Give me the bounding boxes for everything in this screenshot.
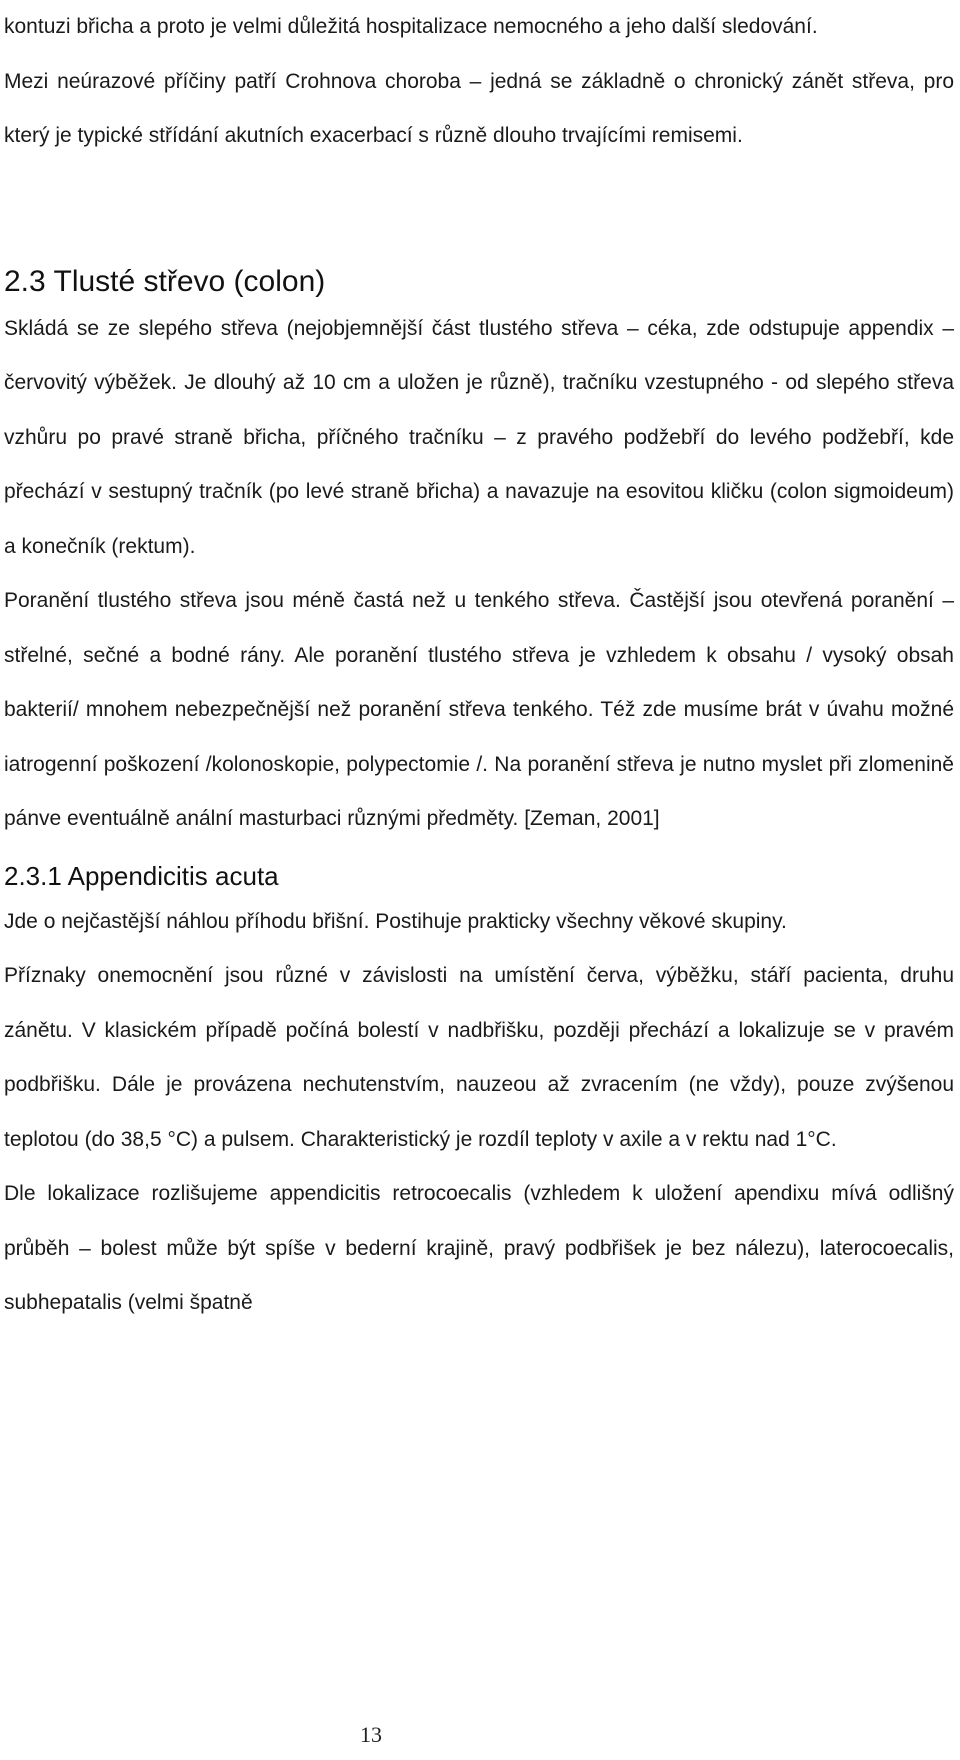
colon-paragraph-1: Skládá se ze slepého střeva (nejobjemnější část tlustého střeva – céka, zde odstupuje appendix – červovitý výběžek. Je dlouhý až 10 cm a uložen je různě), tračníku vzestupného - od slepého střeva vzhůru po pravé straně břicha, příčného tračníku – z pravého podžebří do levého podžebří, kde přechází v sestupný tračník (po levé straně břicha) a navazuje na esovitou kličku (colon sigmoideum) a konečník (rektum). (4, 316, 954, 558)
section-colon (4, 262, 954, 847)
section-appendicitis (4, 857, 954, 1331)
appendicitis-paragraph-3: Dle lokalizace rozlišujeme appendicitis retrocoecalis (vzhledem k uložení apendixu mívá odlišný průběh – bolest může být spíše v bederní krajině, pravý podbřišek je bez nálezu), laterocoecalis, subhepatalis (velmi špatně (4, 1182, 954, 1314)
page-number: 13 (360, 1722, 382, 1747)
intro-section (4, 0, 954, 164)
appendicitis-paragraph-2: Příznaky onemocnění jsou různé v závislosti na umístění červa, výběžku, stáří pacienta, druhu zánětu. V klasickém případě počíná bolestí v nadbřišku, později přechází a lokalizuje se v pravém podbřišku. Dále je provázena nechutenstvím, nauzeou až zvracením (ne vždy), pouze zvýšenou teplotou (do 38,5 °C) a pulsem. Charakteristický je rozdíl teploty v axile a v rektu nad 1°C. (4, 964, 954, 1151)
colon-paragraph-2: Poranění tlustého střeva jsou méně častá než u tenkého střeva. Častější jsou otevřená poranění – střelné, sečné a bodné rány. Ale poranění tlustého střeva je vzhledem k obsahu / vysoký obsah bakterií/ mnohem nebezpečnější než poranění střeva tenkého. Též zde musíme brát v úvahu možné iatrogenní poškození /kolonoskopie, polypectomie /. Na poranění střeva je nutno myslet při zlomenině pánve eventuálně anální masturbaci různými předměty. [Zeman, 2001] (4, 589, 954, 830)
section-heading-colon: 2.3 Tlusté střevo (colon) (4, 264, 326, 298)
section-heading-appendicitis: 2.3.1 Appendicitis acuta (4, 860, 279, 891)
document-page (4, 0, 954, 1331)
intro-paragraph-1: kontuzi břicha a proto je velmi důležitá hospitalizace nemocného a jeho další sledování. (4, 15, 818, 38)
appendicitis-paragraph-1: Jde o nejčastější náhlou příhodu břišní. Postihuje prakticky všechny věkové skupiny. (4, 909, 787, 933)
section-spacer (4, 164, 954, 248)
intro-paragraph-2: Mezi neúrazové příčiny patří Crohnova choroba – jedná se základně o chronický zánět střeva, pro který je typické střídání akutních exacerbací s různě dlouho trvajícími remisemi. (4, 69, 954, 147)
